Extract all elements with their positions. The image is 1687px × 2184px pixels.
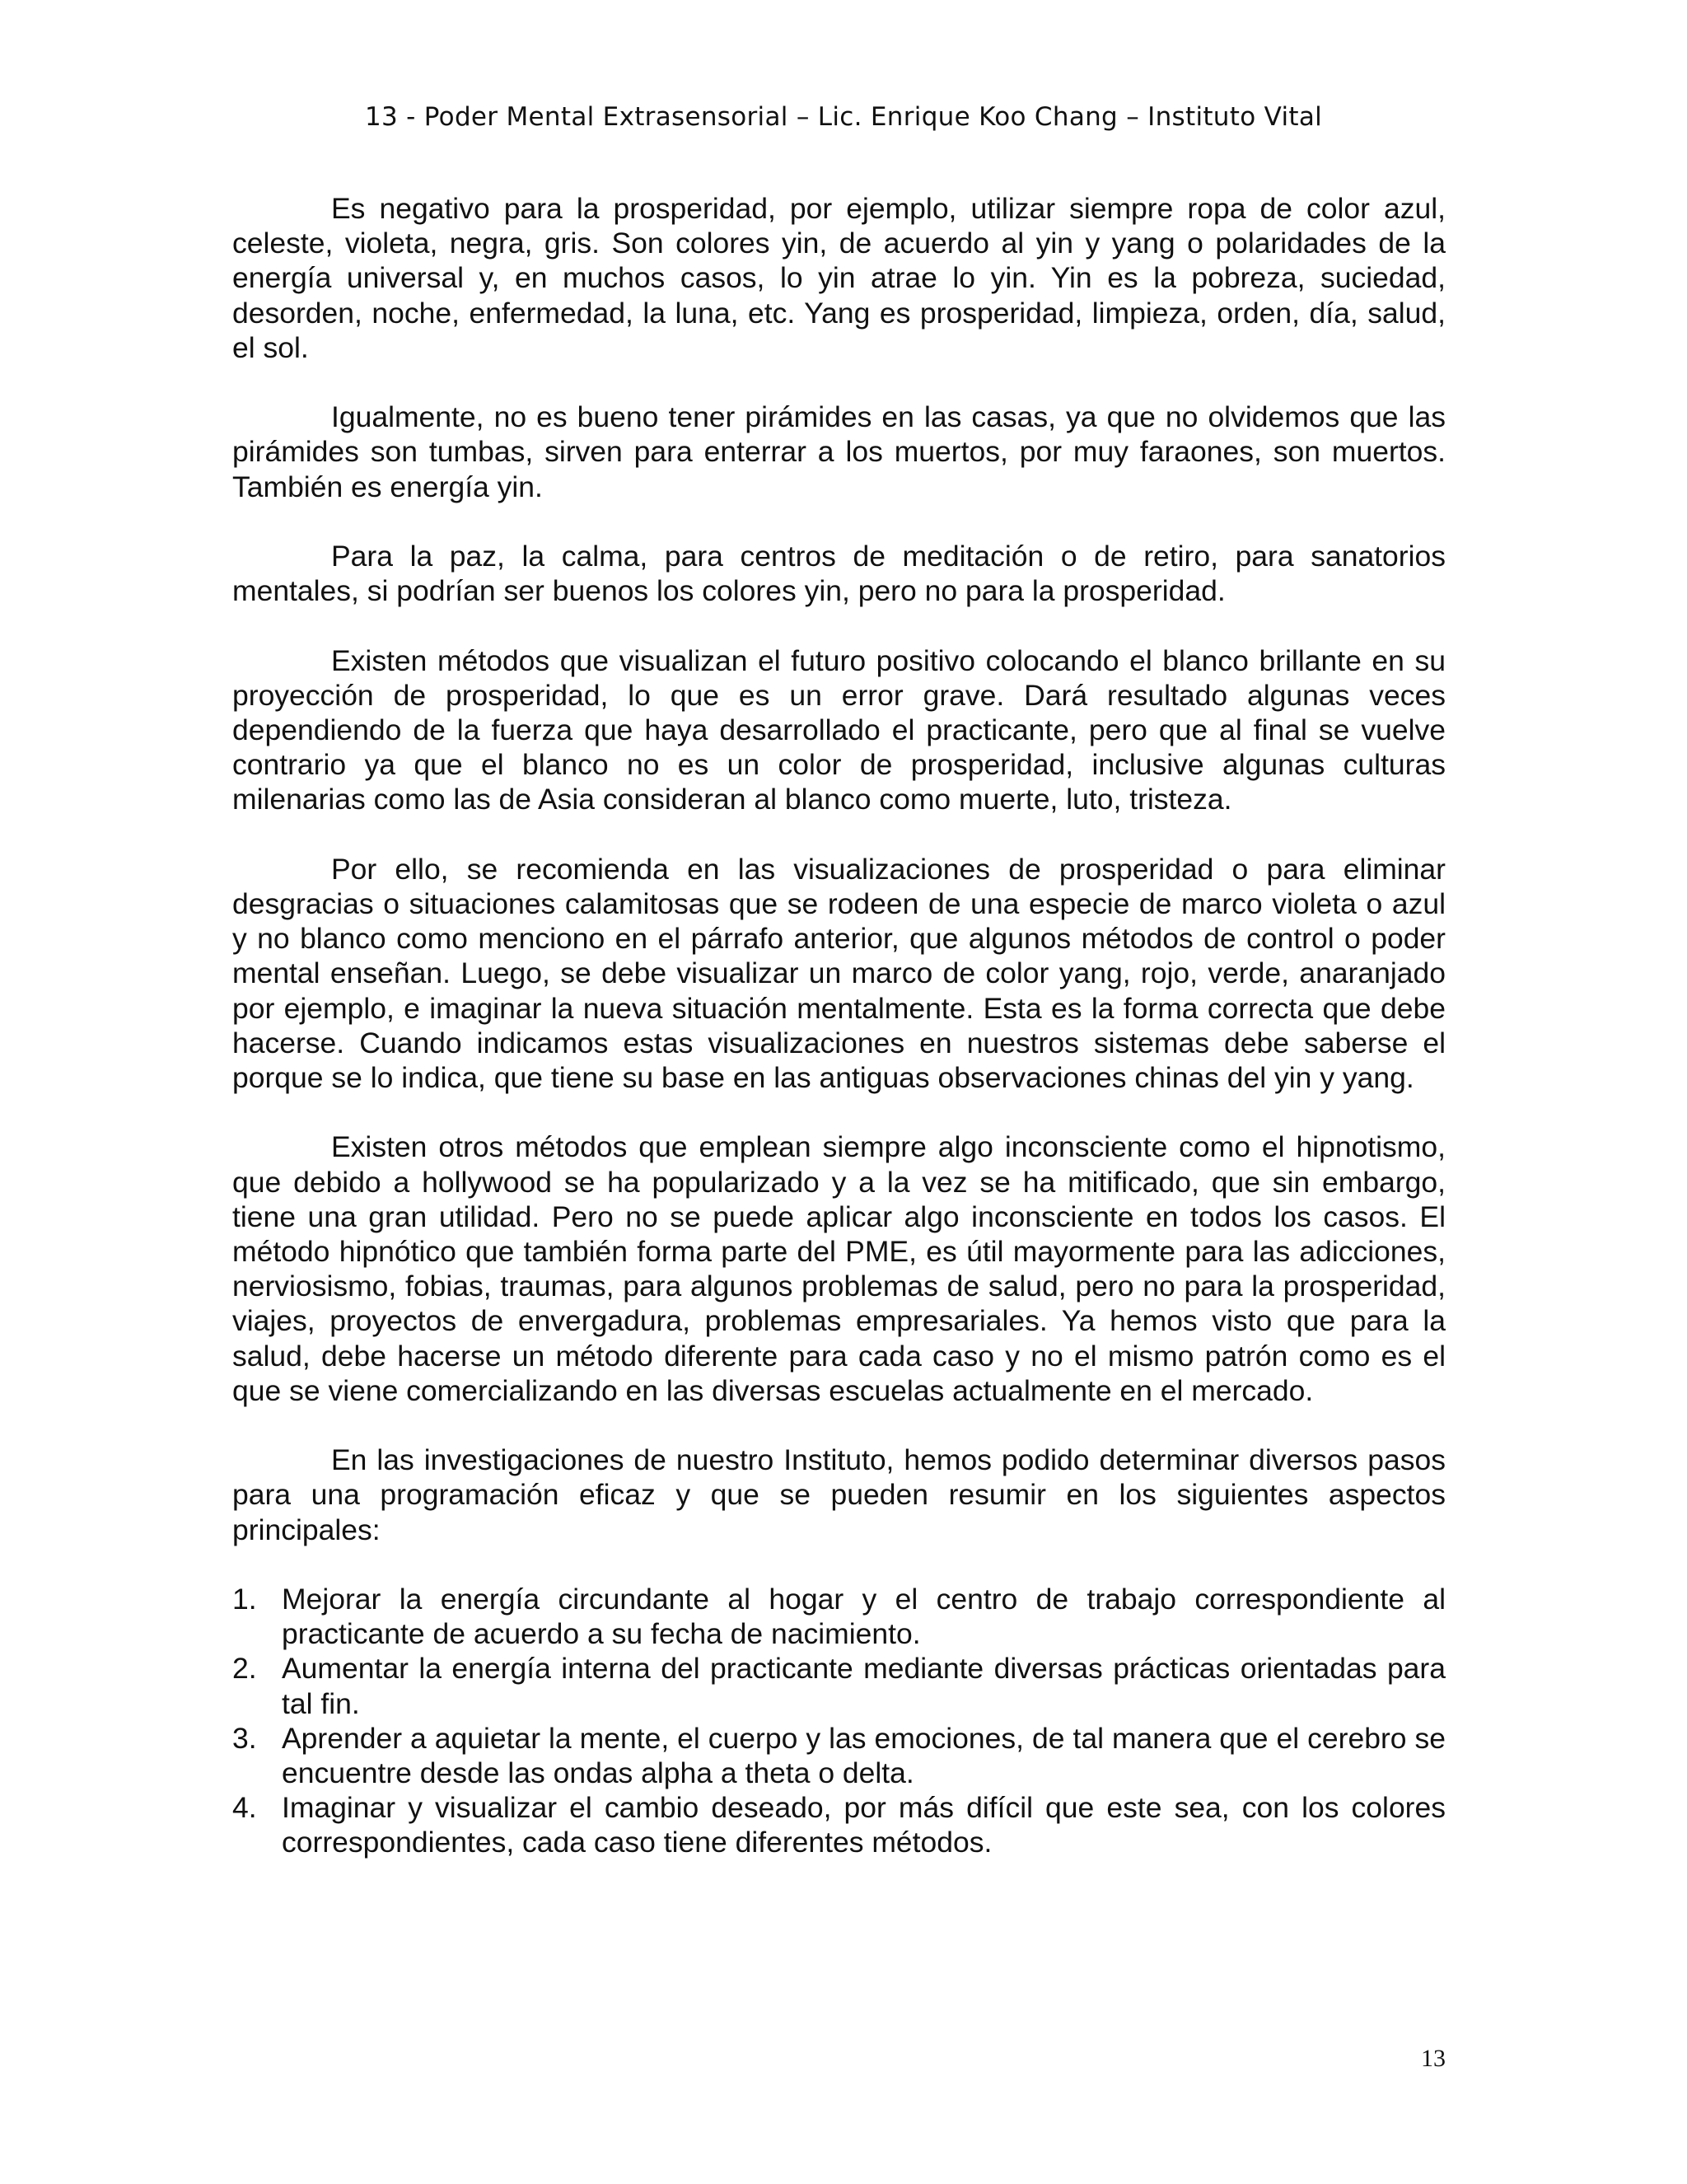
numbered-list: [232, 1582, 1446, 1860]
list-item: [232, 1651, 1446, 1720]
list-item-text: Mejorar la energía circundante al hogar y el centro de trabajo correspondiente al practicante de acuerdo a su fecha de nacimiento.: [282, 1583, 1446, 1651]
paragraph: Por ello, se recomienda en las visualizaciones de prosperidad o para eliminar desgracias o situaciones calamitosas que se rodeen de una especie de marco violeta o azul y no blanco como menciono en el párrafo anterior, que algunos métodos de control o poder mental enseñan. Luego, se debe visualizar un marco de color yang, rojo, verde, anaranjado por ejemplo, e imaginar la nueva situación mentalmente. Esta es la forma correcta que debe hacerse. Cuando indicamos estas visualizaciones en nuestros sistemas debe saberse el porque se lo indica, que tiene su base en las antiguas observaciones chinas del yin y yang.: [232, 852, 1446, 1095]
paragraph: Igualmente, no es bueno tener pirámides en las casas, ya que no olvidemos que las pirámides son tumbas, sirven para enterrar a los muertos, por muy faraones, son muertos. También es energía yin.: [232, 400, 1446, 503]
list-item-number: 4.: [232, 1791, 257, 1825]
list-item-number: 1.: [232, 1583, 257, 1616]
paragraph: Existen otros métodos que emplean siempre algo inconsciente como el hipnotismo, que debido a hollywood se ha popularizado y a la vez se ha mitificado, que sin embargo, tiene una gran utilidad. Pero no se puede aplicar algo inconsciente en todos los casos. El método hipnótico que también forma parte del PME, es útil mayormente para las adicciones, nerviosismo, fobias, traumas, para algunos problemas de salud, pero no para la prosperidad, viajes, proyectos de envergadura, problemas empresariales. Ya hemos visto que para la salud, debe hacerse un método diferente para cada caso y no el mismo patrón como es el que se viene comercializando en las diversas escuelas actualmente en el mercado.: [232, 1130, 1446, 1407]
list-item-text: Aumentar la energía interna del practicante mediante diversas prácticas orientadas para tal fin.: [282, 1652, 1446, 1720]
list-item: [232, 1790, 1446, 1859]
list-item: [232, 1721, 1446, 1790]
paragraph: Para la paz, la calma, para centros de meditación o de retiro, para sanatorios mentales, si podrían ser buenos los colores yin, pero no para la prosperidad.: [232, 540, 1446, 608]
paragraph: Existen métodos que visualizan el futuro positivo colocando el blanco brillante en su proyección de prosperidad, lo que es un error grave. Dará resultado algunas veces dependiendo de la fuerza que haya desarrollado el practicante, pero que al final se vuelve contrario ya que el blanco no es un color de prosperidad, inclusive algunas culturas milenarias como las de Asia consideran al blanco como muerte, luto, tristeza.: [232, 643, 1446, 816]
list-item-number: 3.: [232, 1721, 257, 1755]
list-item: [232, 1582, 1446, 1651]
list-item-number: 2.: [232, 1652, 257, 1686]
paragraph: En las investigaciones de nuestro Instituto, hemos podido determinar diversos pasos para una programación eficaz y que se pueden resumir en los siguientes aspectos principales:: [232, 1443, 1446, 1546]
list-item-text: Imaginar y visualizar el cambio deseado, por más difícil que este sea, con los colores correspondientes, cada caso tiene diferentes métodos.: [282, 1791, 1446, 1859]
list-item-text: Aprender a aquietar la mente, el cuerpo y las emociones, de tal manera que el cerebro se encuentre desde las ondas alpha a theta o delta.: [282, 1721, 1446, 1790]
paragraph: Es negativo para la prosperidad, por ejemplo, utilizar siempre ropa de color azul, celeste, violeta, negra, gris. Son colores yin, de acuerdo al yin y yang o polaridades de la energía universal y, en muchos casos, lo yin atrae lo yin. Yin es la pobreza, suciedad, desorden, noche, enfermedad, la luna, etc. Yang es prosperidad, limpieza, orden, día, salud, el sol.: [232, 192, 1446, 364]
page-number: 13: [1421, 2045, 1446, 2072]
running-header: 13 - Poder Mental Extrasensorial – Lic. Enrique Koo Chang – Instituto Vital: [364, 102, 1323, 132]
body-text: [232, 191, 1446, 1860]
